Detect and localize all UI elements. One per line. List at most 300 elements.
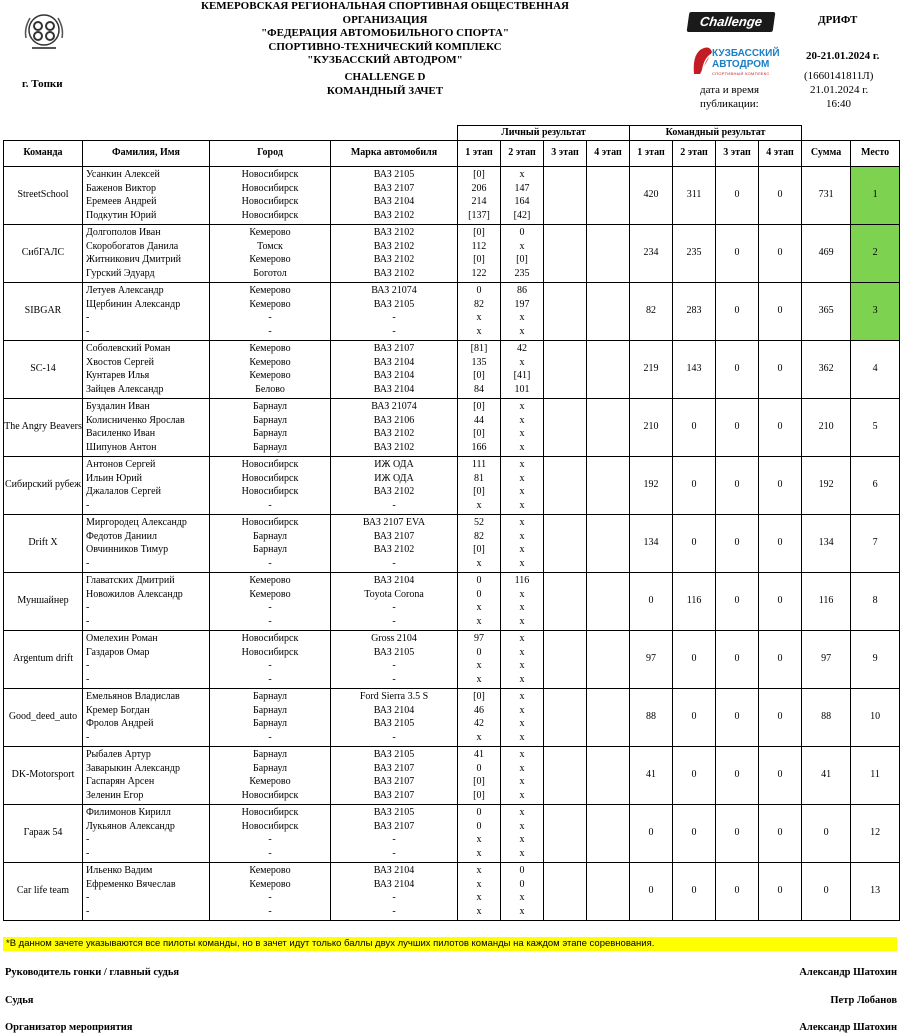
team-stage-1: 0 [630, 804, 673, 862]
team-stage-3: 0 [716, 224, 759, 282]
pilot-cars-value: ИЖ ОДА [374, 472, 414, 484]
team-place: 5 [851, 398, 900, 456]
team-stage-1: 88 [630, 688, 673, 746]
personal-stage-2-value: x [519, 441, 525, 453]
pilot-cars-value: ВАЗ 2102 [373, 544, 415, 556]
pilot-names-value: - [86, 834, 90, 846]
signature-role: Руководитель гонки / главный судья [5, 967, 180, 978]
personal-stage-1 [458, 688, 501, 746]
team-stage-3: 0 [716, 398, 759, 456]
publication-label-2: публикации: [700, 98, 759, 110]
pilot-cars-value: ВАЗ 2107 [373, 789, 415, 801]
column-header: Сумма [802, 140, 851, 166]
team-name: Drift X [4, 514, 83, 572]
personal-stage-2-value: x [519, 776, 525, 788]
team-stage-2: 116 [673, 572, 716, 630]
pilot-cars [331, 340, 458, 398]
pilot-names-value: - [86, 312, 90, 324]
pilot-cities-value: Кемерово [249, 342, 291, 354]
pilot-cities [210, 514, 331, 572]
personal-stage-2-value: x [519, 588, 525, 600]
pilot-cars-value: - [392, 602, 396, 614]
personal-stage-1-value: 166 [471, 441, 487, 453]
personal-stage-2-value: 42 [517, 342, 527, 354]
pilot-names-value: - [86, 557, 90, 569]
pilot-names-value: Колисниченко Ярослав [86, 414, 185, 426]
team-name: Car life team [4, 862, 83, 920]
team-stage-1: 234 [630, 224, 673, 282]
team-stage-2: 0 [673, 804, 716, 862]
column-header: 4 этап [759, 140, 802, 166]
pilot-names-value: Скоробогатов Данила [86, 240, 179, 252]
personal-stage-1-value: 81 [474, 472, 484, 484]
column-header: Марка автомобиля [331, 140, 458, 166]
pilot-cities-value: - [268, 312, 272, 324]
personal-stage-2-value: x [519, 414, 525, 426]
personal-stage-2-value: x [519, 632, 525, 644]
pilot-cities-value: Барнаул [252, 762, 287, 774]
pilot-names-value: Соболевский Роман [86, 342, 171, 354]
pilot-names [83, 572, 210, 630]
team-place: 9 [851, 630, 900, 688]
personal-stage-2-value: x [519, 516, 525, 528]
personal-stage-1-value: 82 [474, 530, 484, 542]
personal-stage-2 [501, 224, 544, 282]
column-header: 1 этап [630, 140, 673, 166]
column-header: Команда [4, 140, 83, 166]
pilot-cities-value: Барнаул [252, 748, 287, 760]
personal-stage-1-value: 0 [476, 284, 482, 296]
publication-time: 16:40 [826, 98, 852, 110]
team-sum: 134 [802, 514, 851, 572]
header-line: "КУЗБАССКИЙ АВТОДРОМ" [307, 54, 463, 66]
team-stage-1: 192 [630, 456, 673, 514]
pilot-cities-value: Новосибирск [241, 789, 299, 801]
team-name: Муншайнер [4, 572, 83, 630]
pilot-cars-value: Toyota Corona [364, 588, 424, 600]
pilot-cars-value: ВАЗ 2102 [373, 428, 415, 440]
pilot-cars-value: - [392, 892, 396, 904]
pilot-cars-value: ВАЗ 2107 [373, 776, 415, 788]
kuzbass-logo-text [712, 48, 780, 70]
team-stage-2: 0 [673, 398, 716, 456]
personal-stage-2-value: x [519, 325, 525, 337]
table-row [4, 746, 900, 804]
pilot-names-value: Баженов Виктор [86, 182, 156, 194]
personal-stage-2-value: 0 [519, 864, 525, 876]
pilot-cities-value: Новосибирск [241, 646, 299, 658]
team-stage-4: 0 [759, 340, 802, 398]
table-row [4, 630, 900, 688]
team-stage-2: 143 [673, 340, 716, 398]
personal-stage-1 [458, 862, 501, 920]
pilot-names-value: Летуев Александр [86, 284, 164, 296]
team-name: StreetSchool [4, 166, 83, 224]
personal-stage-2 [501, 746, 544, 804]
pilot-cities-value: - [268, 731, 272, 743]
personal-stage-2 [501, 630, 544, 688]
pilot-names-value: Шипунов Антон [86, 441, 157, 453]
pilot-cities-value: Кемерово [249, 284, 291, 296]
pilot-names-value: Омелехин Роман [86, 632, 158, 644]
pilot-cars-value: Ford Sierra 3.5 S [359, 690, 429, 702]
team-stage-1: 0 [630, 862, 673, 920]
pilot-cities-value: Новосибирск [241, 209, 299, 221]
pilot-cars-value: - [392, 312, 396, 324]
pilot-names-value: - [86, 847, 90, 859]
pilot-names [83, 456, 210, 514]
team-name: Гараж 54 [4, 804, 83, 862]
pilot-cities-value: Новосибирск [241, 196, 299, 208]
column-header: 4 этап [587, 140, 630, 166]
team-stage-4: 0 [759, 746, 802, 804]
pilot-names-value: Фролов Андрей [86, 718, 154, 730]
pilot-cities-value: Новосибирск [241, 472, 299, 484]
pilot-cities-value: Барнаул [252, 530, 287, 542]
table-row [4, 572, 900, 630]
pilot-names-value: Емельянов Владислав [86, 690, 180, 702]
personal-stage-1-value: x [476, 864, 482, 876]
pilot-names [83, 862, 210, 920]
personal-stage-1-value: 44 [474, 414, 484, 426]
pilot-cities-value: Новосибирск [241, 806, 299, 818]
pilot-cars [331, 688, 458, 746]
pilot-cars-value: - [392, 731, 396, 743]
personal-stage-1-value: 0 [476, 646, 482, 658]
signature-name: Петр Лобанов [830, 995, 897, 1006]
pilot-names-value: Зеленин Егор [86, 789, 144, 801]
personal-stage-1-value: x [476, 878, 482, 890]
personal-stage-2-value: x [519, 530, 525, 542]
scoring-note: *В данном зачете указываются все пилоты команды, но в зачет идут только баллы двух лучших пилотов команды на каждом этапе соревнования. [3, 937, 897, 951]
personal-stage-4 [587, 340, 630, 398]
pilot-names-value: - [86, 731, 90, 743]
pilot-cities [210, 340, 331, 398]
pilot-cars-value: ВАЗ 2102 [373, 254, 415, 266]
personal-stage-1-value: 112 [471, 240, 487, 252]
pilot-names-value: - [86, 602, 90, 614]
pilot-cities-value: - [268, 847, 272, 859]
pilot-names [83, 166, 210, 224]
table-row [4, 340, 900, 398]
pilot-names [83, 514, 210, 572]
pilot-cities-value: Томск [257, 240, 283, 252]
column-header: 2 этап [501, 140, 544, 166]
personal-stage-4 [587, 166, 630, 224]
personal-stage-2-value: x [519, 731, 525, 743]
team-place: 11 [851, 746, 900, 804]
team-sum: 0 [802, 804, 851, 862]
team-name: SIBGAR [4, 282, 83, 340]
personal-stage-2-value: x [519, 789, 525, 801]
pilot-names-value: Усанкин Алексей [86, 168, 160, 180]
column-header: 3 этап [716, 140, 759, 166]
pilot-cars [331, 282, 458, 340]
pilot-cities-value: Новосибирск [241, 182, 299, 194]
team-place: 1 [851, 166, 900, 224]
team-place: 12 [851, 804, 900, 862]
pilot-names-value: Ефременко Вячеслав [86, 878, 176, 890]
personal-stage-1 [458, 456, 501, 514]
pilot-cars-value: ВАЗ 2105 [373, 646, 415, 658]
pilot-names-value: Кремер Богдан [86, 704, 150, 716]
personal-stage-1-value: 97 [474, 632, 484, 644]
team-place: 13 [851, 862, 900, 920]
team-name: Argentum drift [4, 630, 83, 688]
personal-stage-1 [458, 746, 501, 804]
pilot-cars-value: ВАЗ 2104 [373, 704, 415, 716]
spacer [802, 126, 900, 141]
pilot-cities [210, 746, 331, 804]
personal-stage-2-value: x [519, 602, 525, 614]
personal-stage-1-value: [137] [468, 209, 490, 221]
personal-stage-1-value: 84 [474, 383, 484, 395]
pilot-cities [210, 630, 331, 688]
team-name: Good_deed_auto [4, 688, 83, 746]
team-stage-1: 134 [630, 514, 673, 572]
personal-stage-1-value: x [476, 602, 482, 614]
personal-stage-1-value: 0 [476, 820, 482, 832]
personal-stage-3 [544, 340, 587, 398]
pilot-cities-value: Барнаул [252, 544, 287, 556]
results-table [3, 125, 900, 921]
team-sum: 365 [802, 282, 851, 340]
pilot-cars [331, 572, 458, 630]
personal-stage-2-value: x [519, 544, 525, 556]
pilot-names-value: Кунтарев Илья [86, 370, 150, 382]
publication-date: 21.01.2024 г. [810, 84, 869, 96]
pilot-names-value: Главатских Дмитрий [86, 574, 175, 586]
pilot-names [83, 688, 210, 746]
personal-stage-3 [544, 166, 587, 224]
pilot-cars-value: - [392, 660, 396, 672]
personal-stage-2-value: x [519, 615, 525, 627]
personal-stage-2-value: x [519, 356, 525, 368]
personal-stage-2-value: x [519, 646, 525, 658]
signature-name: Александр Шатохин [799, 967, 897, 978]
pilot-cities-value: Боготол [253, 267, 287, 279]
personal-stage-1 [458, 804, 501, 862]
kuzbass-logo-subtitle: СПОРТИВНЫЙ КОМПЛЕКС [712, 71, 770, 76]
team-stage-3: 0 [716, 630, 759, 688]
personal-stage-3 [544, 398, 587, 456]
pilot-cities-value: Кемерово [249, 878, 291, 890]
team-stage-4: 0 [759, 630, 802, 688]
personal-stage-1-value: 0 [476, 806, 482, 818]
pilot-cities-value: Кемерово [249, 370, 291, 382]
pilot-cities-value: Кемерово [249, 356, 291, 368]
personal-stage-1-value: 46 [474, 704, 484, 716]
discipline-label: ДРИФТ [818, 14, 858, 26]
personal-stage-2 [501, 398, 544, 456]
personal-stage-1-value: x [476, 325, 482, 337]
team-name: The Angry Beavers [4, 398, 83, 456]
personal-stage-1-value: [81] [470, 342, 488, 354]
signature-name: Александр Шатохин [799, 1022, 897, 1033]
team-stage-1: 219 [630, 340, 673, 398]
pilot-cars-value: ВАЗ 2107 EVA [362, 516, 426, 528]
pilot-names-value: Щербинин Александр [86, 298, 181, 310]
city-label: г. Топки [22, 78, 63, 90]
personal-stage-2-value: 235 [514, 267, 530, 279]
table-row [4, 398, 900, 456]
personal-stage-2-value: x [519, 806, 525, 818]
pilot-cities-value: Кемерово [249, 254, 291, 266]
personal-stage-2 [501, 688, 544, 746]
pilot-cars [331, 166, 458, 224]
personal-stage-4 [587, 688, 630, 746]
pilot-cars-value: ВАЗ 2104 [373, 878, 415, 890]
personal-stage-2-value: 86 [517, 284, 527, 296]
pilot-cars-value: - [392, 847, 396, 859]
pilot-names-value: Рыбалев Артур [86, 748, 151, 760]
pilot-cities-value: - [268, 615, 272, 627]
pilot-cars-value: ВАЗ 21074 [371, 400, 417, 412]
pilot-cars-value: ВАЗ 2102 [373, 226, 415, 238]
personal-stage-2-value: x [519, 486, 525, 498]
personal-stage-2-value: 164 [514, 196, 530, 208]
table-row [4, 514, 900, 572]
personal-stage-2-value: x [519, 168, 525, 180]
personal-stage-2-value: 197 [514, 298, 530, 310]
pilot-names-value: - [86, 615, 90, 627]
personal-stage-3 [544, 630, 587, 688]
team-stage-2: 0 [673, 862, 716, 920]
event-title-block [160, 70, 610, 98]
team-name: СибГАЛС [4, 224, 83, 282]
team-place: 4 [851, 340, 900, 398]
personal-stage-1-value: 0 [476, 762, 482, 774]
pilot-cars-value: ВАЗ 2107 [373, 342, 415, 354]
personal-stage-2-value: x [519, 704, 525, 716]
personal-stage-2-value: x [519, 673, 525, 685]
pilot-cars-value: ВАЗ 2104 [373, 196, 415, 208]
pilot-cars-value: - [392, 615, 396, 627]
team-stage-4: 0 [759, 456, 802, 514]
team-stage-3: 0 [716, 804, 759, 862]
team-stage-2: 0 [673, 456, 716, 514]
team-sum: 731 [802, 166, 851, 224]
pilot-cities-value: Кемерово [249, 588, 291, 600]
personal-stage-2-value: 0 [519, 878, 525, 890]
personal-stage-1-value: 0 [476, 574, 482, 586]
personal-stage-4 [587, 282, 630, 340]
personal-stage-1-value: [0] [473, 400, 485, 412]
pilot-cars [331, 398, 458, 456]
team-stage-4: 0 [759, 514, 802, 572]
pilot-cars-value: - [392, 499, 396, 511]
personal-stage-1-value: x [476, 312, 482, 324]
personal-stage-1-value: [0] [473, 370, 485, 382]
pilot-cars-value: ВАЗ 2104 [373, 864, 415, 876]
pilot-cities-value: Кемерово [249, 298, 291, 310]
event-code: (1660141811Л) [804, 70, 874, 82]
pilot-cities [210, 456, 331, 514]
team-stage-4: 0 [759, 804, 802, 862]
team-name: DK-Motorsport [4, 746, 83, 804]
team-stage-2: 0 [673, 630, 716, 688]
pilot-names-value: Федотов Даниил [86, 530, 157, 542]
team-name: Сибирский рубеж [4, 456, 83, 514]
pilot-cars-value: ВАЗ 2105 [373, 748, 415, 760]
team-sum: 469 [802, 224, 851, 282]
pilot-cars [331, 746, 458, 804]
pilot-cities-value: - [268, 602, 272, 614]
personal-stage-2-value: 116 [514, 574, 530, 586]
pilot-cities [210, 688, 331, 746]
pilot-cities-value: - [268, 499, 272, 511]
team-stage-4: 0 [759, 572, 802, 630]
personal-stage-4 [587, 514, 630, 572]
personal-stage-1-value: x [476, 499, 482, 511]
personal-stage-2-value: x [519, 557, 525, 569]
pilot-cities-value: Кемерово [249, 574, 291, 586]
team-stage-3: 0 [716, 746, 759, 804]
personal-stage-2 [501, 340, 544, 398]
personal-stage-1-value: [0] [473, 168, 485, 180]
table-row [4, 224, 900, 282]
personal-stage-4 [587, 862, 630, 920]
personal-stage-2-value: x [519, 428, 525, 440]
personal-stage-4 [587, 572, 630, 630]
team-sum: 210 [802, 398, 851, 456]
personal-stage-1-value: 0 [476, 588, 482, 600]
team-place: 3 [851, 282, 900, 340]
personal-stage-1-value: [0] [473, 428, 485, 440]
personal-stage-1-value: x [476, 673, 482, 685]
pilot-names-value: Долгополов Иван [86, 226, 161, 238]
personal-stage-1-value: 52 [474, 516, 484, 528]
personal-stage-1-value: x [476, 660, 482, 672]
personal-stage-1-value: 42 [474, 718, 484, 730]
header-line: "ФЕДЕРАЦИЯ АВТОМОБИЛЬНОГО СПОРТА" [261, 27, 509, 39]
personal-stage-2 [501, 166, 544, 224]
pilot-cars-value: ВАЗ 2107 [373, 820, 415, 832]
personal-stage-2-value: x [519, 499, 525, 511]
team-stage-1: 210 [630, 398, 673, 456]
personal-stage-1-value: x [476, 847, 482, 859]
pilot-cities-value: Новосибирск [241, 458, 299, 470]
personal-stage-4 [587, 630, 630, 688]
pilot-cities [210, 862, 331, 920]
pilot-names-value: Хвостов Сергей [86, 356, 155, 368]
pilot-names [83, 224, 210, 282]
column-header: Город [210, 140, 331, 166]
event-dates: 20-21.01.2024 г. [806, 50, 880, 62]
team-stage-3: 0 [716, 282, 759, 340]
personal-stage-2-value: x [519, 892, 525, 904]
pilot-cars [331, 224, 458, 282]
personal-stage-2-value: x [519, 718, 525, 730]
pilot-names-value: Газдаров Омар [86, 646, 150, 658]
pilot-names-value: Еремеев Андрей [86, 196, 157, 208]
pilot-names-value: - [86, 325, 90, 337]
group-header-personal: Личный результат [458, 126, 630, 141]
team-place: 8 [851, 572, 900, 630]
personal-stage-2-value: x [519, 820, 525, 832]
personal-stage-3 [544, 514, 587, 572]
pilot-cities-value: Кемерово [249, 776, 291, 788]
column-header: 2 этап [673, 140, 716, 166]
pilot-names-value: - [86, 892, 90, 904]
personal-stage-1 [458, 340, 501, 398]
pilot-cars-value: ВАЗ 2102 [373, 441, 415, 453]
pilot-cars-value: ВАЗ 2102 [373, 209, 415, 221]
pilot-cities-value: Новосибирск [241, 516, 299, 528]
pilot-names-value: Филимонов Кирилл [86, 806, 171, 818]
team-stage-2: 0 [673, 688, 716, 746]
pilot-cars-value: - [392, 325, 396, 337]
